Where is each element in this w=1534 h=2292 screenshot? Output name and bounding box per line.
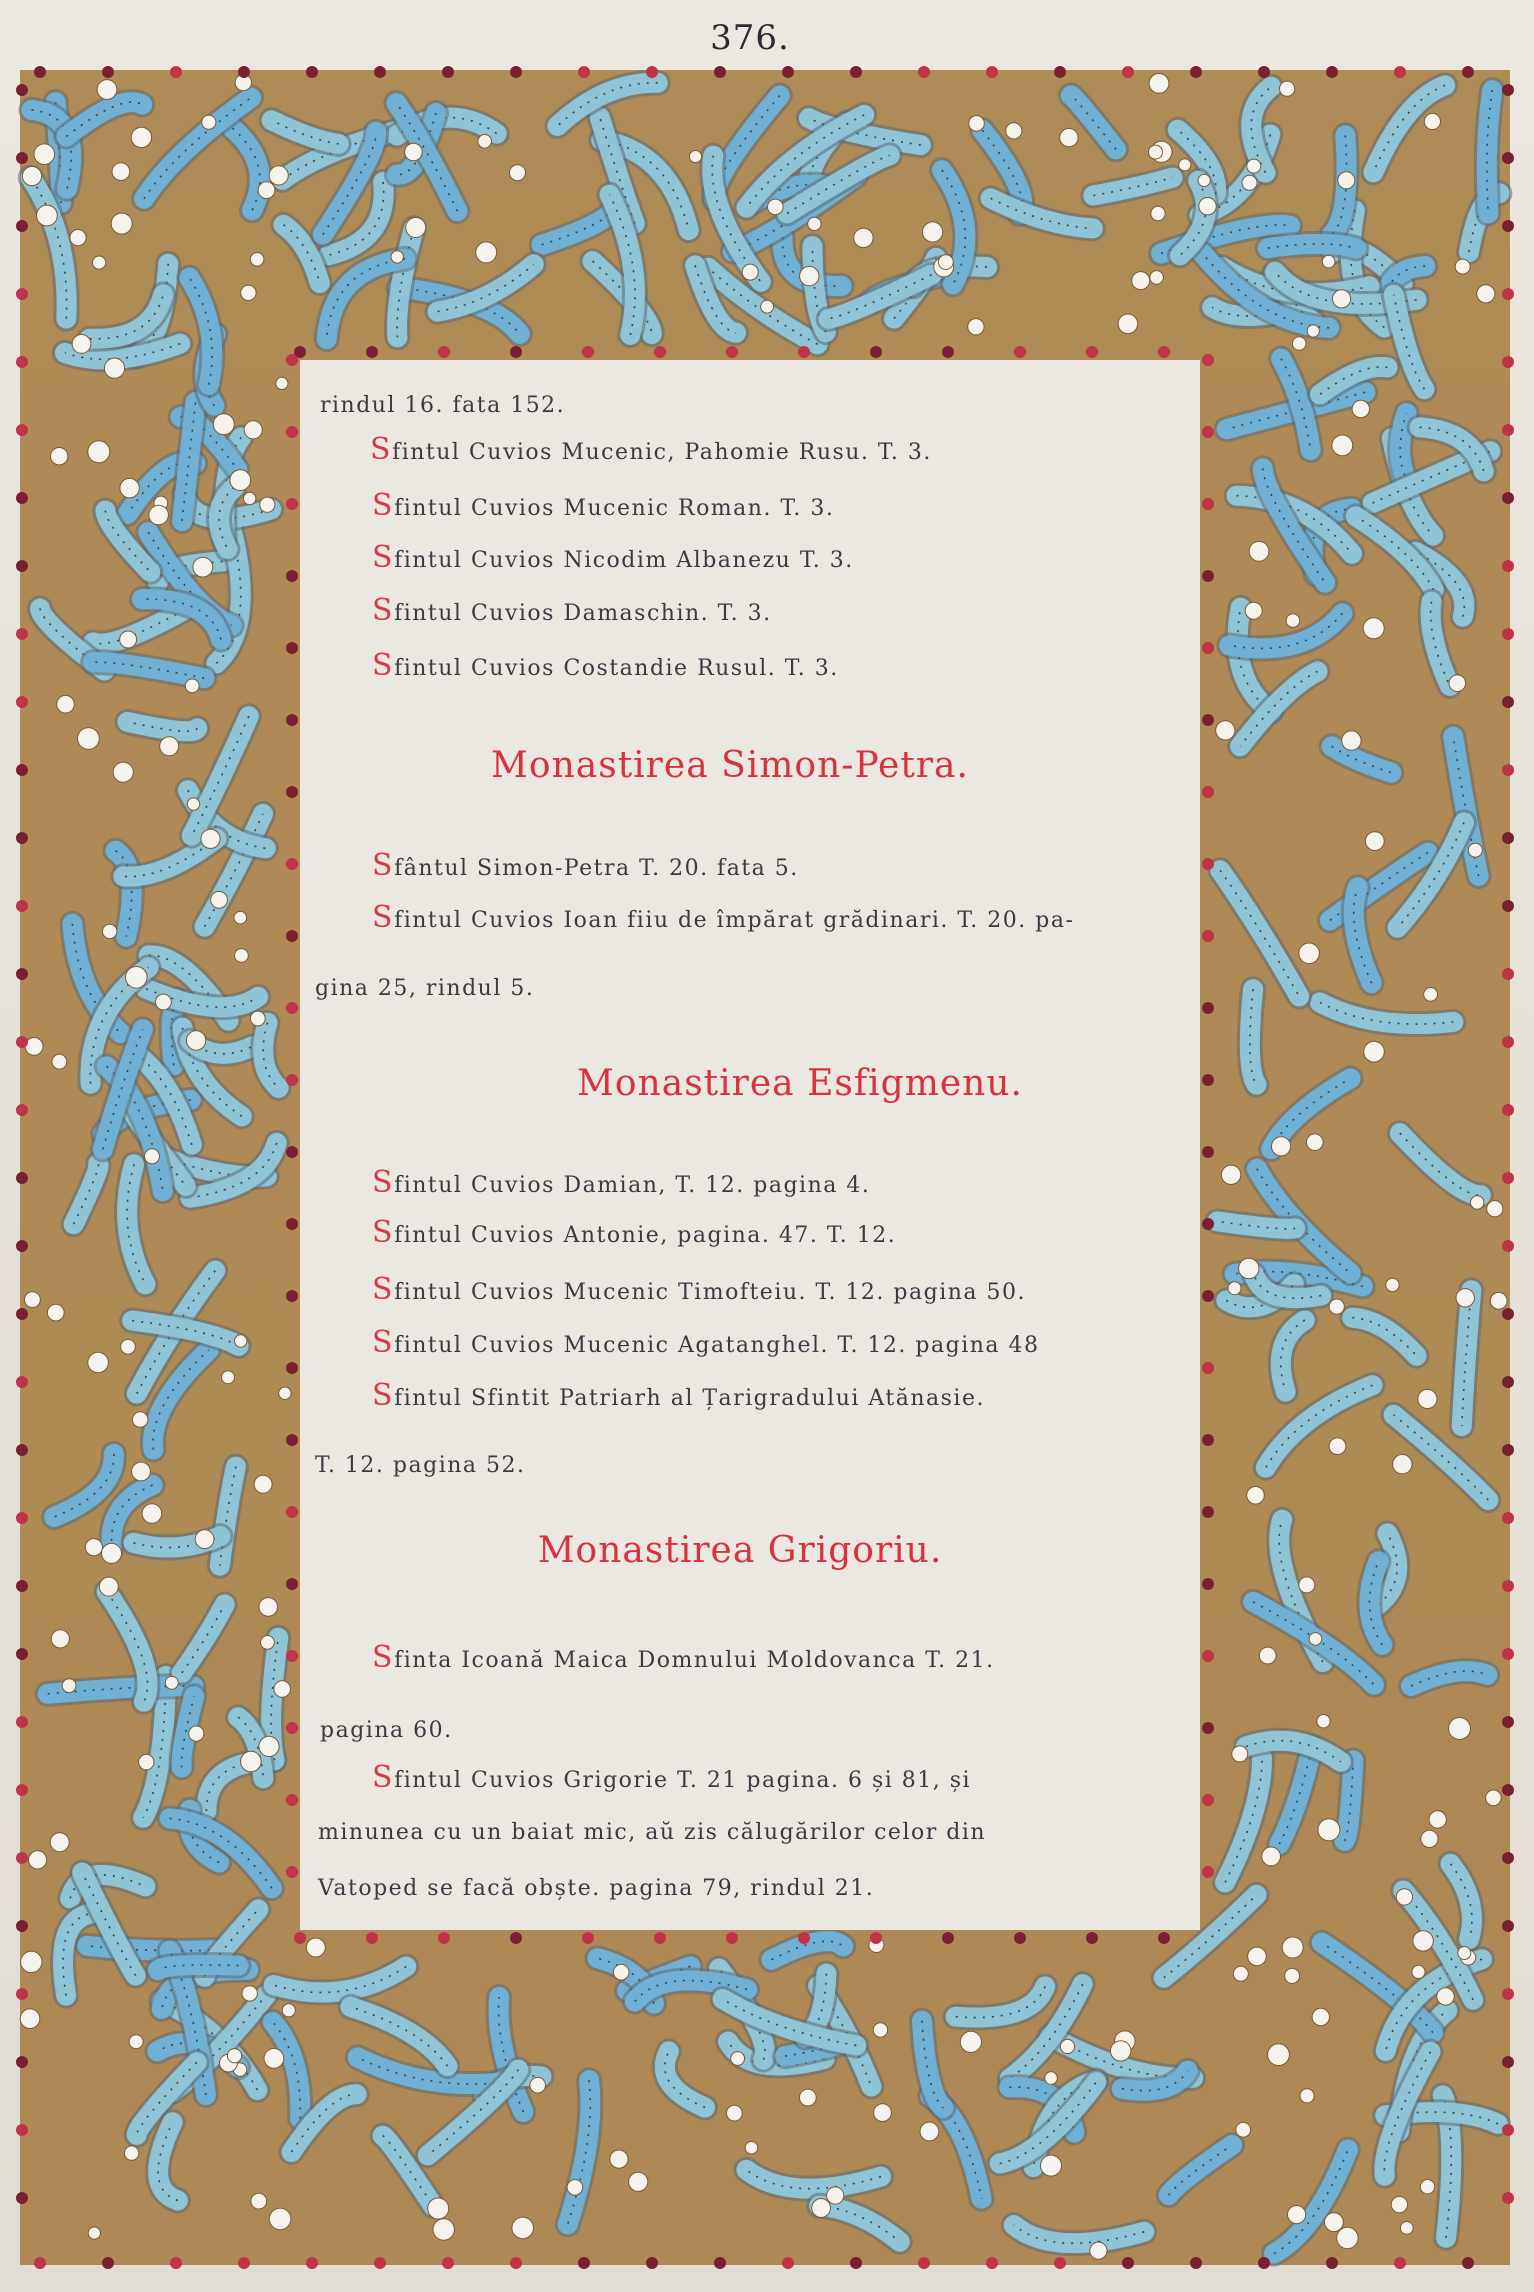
entry-text: fintul Cuvios Ioan fiiu de împărat grădinari. T. 20. pa-: [394, 908, 1075, 933]
entry-line: [315, 1445, 1215, 1480]
initial-capital: S: [372, 848, 395, 883]
entry-line: [372, 648, 1272, 683]
entry-text: fintul Cuvios Damian, T. 12. pagina 4.: [394, 1173, 871, 1198]
initial-capital: S: [372, 1640, 395, 1675]
entry-line: [372, 1760, 1272, 1795]
entry-line: [372, 1378, 1272, 1413]
entry-line: [372, 1640, 1272, 1675]
entry-line: [372, 1325, 1272, 1360]
entry-text: fintul Cuvios Grigorie T. 21 pagina. 6 și 81, și: [394, 1768, 972, 1793]
section-heading: Monastirea Simon-Petra.: [491, 745, 969, 786]
initial-capital: S: [370, 432, 393, 467]
entry-line: [372, 1215, 1272, 1250]
entry-text: fintul Cuvios Damaschin. T. 3.: [394, 601, 772, 626]
entry-text: fintul Cuvios Antonie, pagina. 47. T. 12.: [394, 1223, 897, 1248]
entry-text: fintul Cuvios Mucenic Roman. T. 3.: [394, 496, 835, 521]
entry-line: [372, 900, 1272, 935]
initial-capital: S: [372, 900, 395, 935]
entry-line: [372, 1272, 1272, 1307]
initial-capital: S: [372, 1325, 395, 1360]
section-heading: Monastirea Grigoriu.: [537, 1530, 943, 1571]
entry-line: [318, 1868, 1218, 1903]
text-panel: [300, 360, 1200, 1930]
entry-line: [320, 1710, 1220, 1745]
section-heading: Monastirea Esfigmenu.: [577, 1063, 1023, 1104]
initial-capital: S: [372, 488, 395, 523]
entry-line: [372, 488, 1272, 523]
entry-text: rindul 16. fata 152.: [320, 393, 566, 418]
entry-text: fintul Cuvios Mucenic Agatanghel. T. 12. pagina 48: [394, 1333, 1040, 1358]
initial-capital: S: [372, 1215, 395, 1250]
entry-text: fintul Cuvios Costandie Rusul. T. 3.: [394, 656, 839, 681]
initial-capital: S: [372, 1378, 395, 1413]
entry-text: pagina 60.: [320, 1718, 453, 1743]
initial-capital: S: [372, 1165, 395, 1200]
entry-text: fintul Cuvios Mucenic Timofteiu. T. 12. pagina 50.: [394, 1280, 1027, 1305]
entry-text: fintul Cuvios Nicodim Albanezu T. 3.: [394, 548, 854, 573]
initial-capital: S: [372, 593, 395, 628]
entry-line: [370, 432, 1270, 467]
entry-text: fintul Cuvios Mucenic, Pahomie Rusu. T. 3.: [392, 440, 932, 465]
initial-capital: S: [372, 648, 395, 683]
entry-line: [372, 540, 1272, 575]
initial-capital: S: [372, 1272, 395, 1307]
entry-text: finta Icoană Maica Domnului Moldovanca T. 21.: [394, 1648, 995, 1673]
entry-line: [372, 593, 1272, 628]
entry-line: [320, 385, 1220, 420]
entry-line: [318, 1812, 1218, 1847]
entry-text: minunea cu un baiat mic, aŭ zis călugărilor celor din: [318, 1820, 987, 1845]
initial-capital: S: [372, 1760, 395, 1795]
page-number: 376.: [710, 18, 790, 58]
entry-text: fântul Simon-Petra T. 20. fata 5.: [394, 856, 799, 881]
entry-text: Vatoped se facă obște. pagina 79, rindul 21.: [318, 1876, 875, 1901]
entry-line: [315, 968, 1215, 1003]
initial-capital: S: [372, 540, 395, 575]
entry-line: [372, 1165, 1272, 1200]
entry-line: [372, 848, 1272, 883]
entry-text: fintul Sfintit Patriarh al Țarigradului Atănasie.: [394, 1386, 985, 1411]
entry-text: gina 25, rindul 5.: [315, 976, 535, 1001]
entry-text: T. 12. pagina 52.: [315, 1453, 526, 1478]
